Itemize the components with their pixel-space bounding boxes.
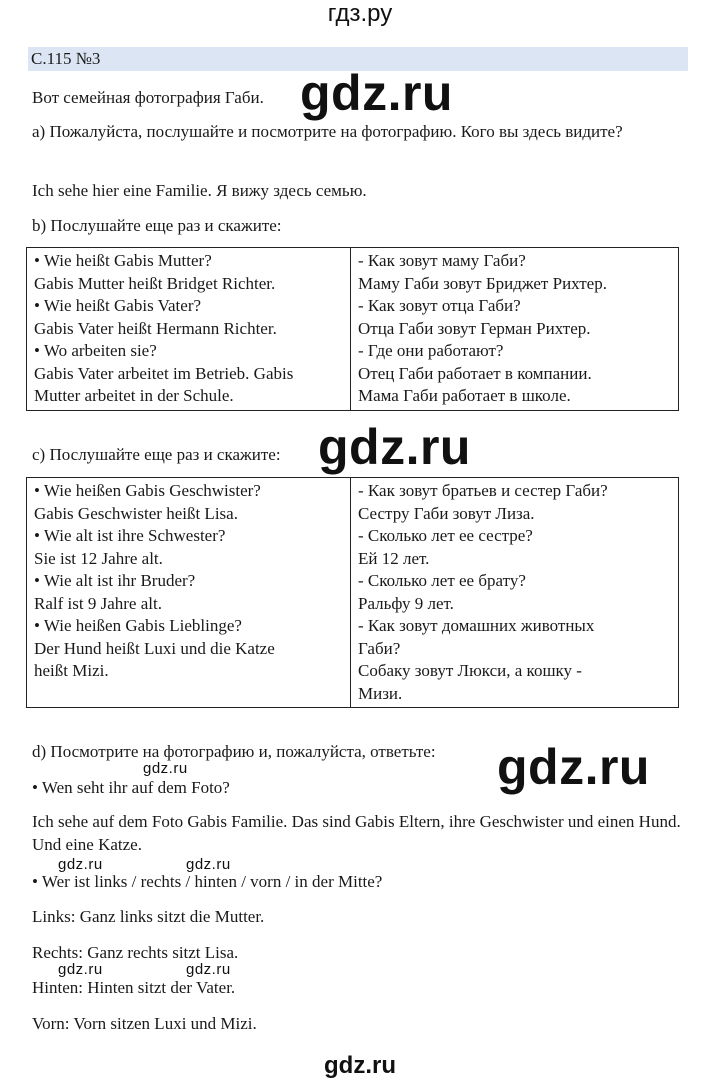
task-b-ru-line: - Как зовут маму Габи? <box>358 251 526 270</box>
task-c-de-line: Gabis Geschwister heißt Lisa. <box>34 503 238 523</box>
intro-text: Вот семейная фотография Габи. <box>32 88 264 107</box>
task-c-ru-line: Мизи. <box>358 683 403 703</box>
answer-links: Links: Ganz links sitzt die Mutter. <box>32 907 265 926</box>
task-b-de-line: • Wie heißt Gabis Mutter? <box>34 251 212 270</box>
watermark: gdz.ru <box>58 961 103 978</box>
task-d-question-2: • Wer ist links / rechts / hinten / vorn / in der Mitte? <box>32 872 383 891</box>
task-b-ru-line: Маму Габи зовут Бриджет Рихтер. <box>358 273 607 293</box>
task-b-table <box>26 247 679 411</box>
task-c-ru-line: - Сколько лет ее сестре? <box>358 526 533 545</box>
watermark: gdz.ru <box>143 760 188 777</box>
task-b-de-line: • Wo arbeiten sie? <box>34 341 157 360</box>
task-d-answer-1: Ich sehe auf dem Foto Gabis Familie. Das sind Gabis Eltern, ihre Geschwister und einen Hund. Und eine Katze. <box>32 812 681 854</box>
watermark: gdz.ru <box>186 856 231 873</box>
task-c-ru-line: - Как зовут домашних животных <box>358 616 595 635</box>
task-b-de-line: Gabis Mutter heißt Bridget Richter. <box>34 273 276 293</box>
answer-hinten: Hinten: Hinten sitzt der Vater. <box>32 978 236 997</box>
task-c-de-line: Sie ist 12 Jahre alt. <box>34 548 163 568</box>
task-c-de-line: • Wie alt ist ihr Bruder? <box>34 571 196 590</box>
task-b-russian-column <box>351 248 679 411</box>
task-c-ru-line: Сестру Габи зовут Лиза. <box>358 503 535 523</box>
task-d-question-1: • Wen seht ihr auf dem Foto? <box>32 778 230 797</box>
task-c-heading: c) Послушайте еще раз и скажите: <box>32 445 281 464</box>
task-b-de-line: Gabis Vater heißt Hermann Richter. <box>34 318 277 338</box>
task-c-de-line: Ralf ist 9 Jahre alt. <box>34 593 162 613</box>
task-c-ru-line: - Как зовут братьев и сестер Габи? <box>358 481 608 500</box>
site-header: гдз.ру <box>327 0 393 27</box>
task-c-ru-line: Ей 12 лет. <box>358 548 430 568</box>
task-b-ru-line: Отца Габи зовут Герман Рихтер. <box>358 318 591 338</box>
task-c-de-line: • Wie heißen Gabis Geschwister? <box>34 481 261 500</box>
task-c-de-line: • Wie heißen Gabis Lieblinge? <box>34 616 242 635</box>
task-c-russian-column <box>351 478 679 708</box>
task-c-de-line: • Wie alt ist ihre Schwester? <box>34 526 226 545</box>
task-b-ru-line: Мама Габи работает в школе. <box>358 386 571 405</box>
task-b-ru-line: - Как зовут отца Габи? <box>358 296 521 315</box>
task-a-question: а) Пожалуйста, послушайте и посмотрите на фотографию. Кого вы здесь видите? <box>32 122 623 141</box>
task-b-ru-line: - Где они работают? <box>358 341 504 360</box>
task-c-de-line: Der Hund heißt Luxi und die Katze <box>34 638 275 658</box>
answer-vorn: Vorn: Vorn sitzen Luxi und Mizi. <box>32 1014 257 1033</box>
task-c-de-line: heißt Mizi. <box>34 661 109 680</box>
exercise-title: С.115 №3 <box>28 47 688 71</box>
task-b-ru-line: Отец Габи работает в компании. <box>358 363 592 383</box>
task-a-answer: Ich sehe hier eine Familie. Я вижу здесь семью. <box>32 181 367 200</box>
task-b-de-line: Gabis Vater arbeitet im Betrieb. Gabis <box>34 363 294 383</box>
task-c-ru-line: Ральфу 9 лет. <box>358 593 454 613</box>
site-footer: gdz.ru <box>324 1052 396 1079</box>
task-b-de-line: • Wie heißt Gabis Vater? <box>34 296 202 315</box>
watermark: gdz.ru <box>300 65 453 121</box>
task-d-heading: d) Посмотрите на фотографию и, пожалуйста, ответьте: <box>32 742 436 761</box>
task-c-ru-line: Габи? <box>358 638 401 658</box>
task-b-de-line: Mutter arbeitet in der Schule. <box>34 386 234 405</box>
task-c-ru-line: Собаку зовут Люкси, а кошку - <box>358 661 582 680</box>
watermark: gdz.ru <box>318 419 471 475</box>
watermark: gdz.ru <box>497 739 650 795</box>
watermark: gdz.ru <box>58 856 103 873</box>
task-b-heading: b) Послушайте еще раз и скажите: <box>32 216 282 235</box>
task-c-table <box>26 477 679 708</box>
task-c-german-column <box>27 478 351 708</box>
answer-rechts: Rechts: Ganz rechts sitzt Lisa. <box>32 943 239 962</box>
task-b-german-column <box>27 248 351 411</box>
task-c-ru-line: - Сколько лет ее брату? <box>358 571 526 590</box>
watermark: gdz.ru <box>186 961 231 978</box>
